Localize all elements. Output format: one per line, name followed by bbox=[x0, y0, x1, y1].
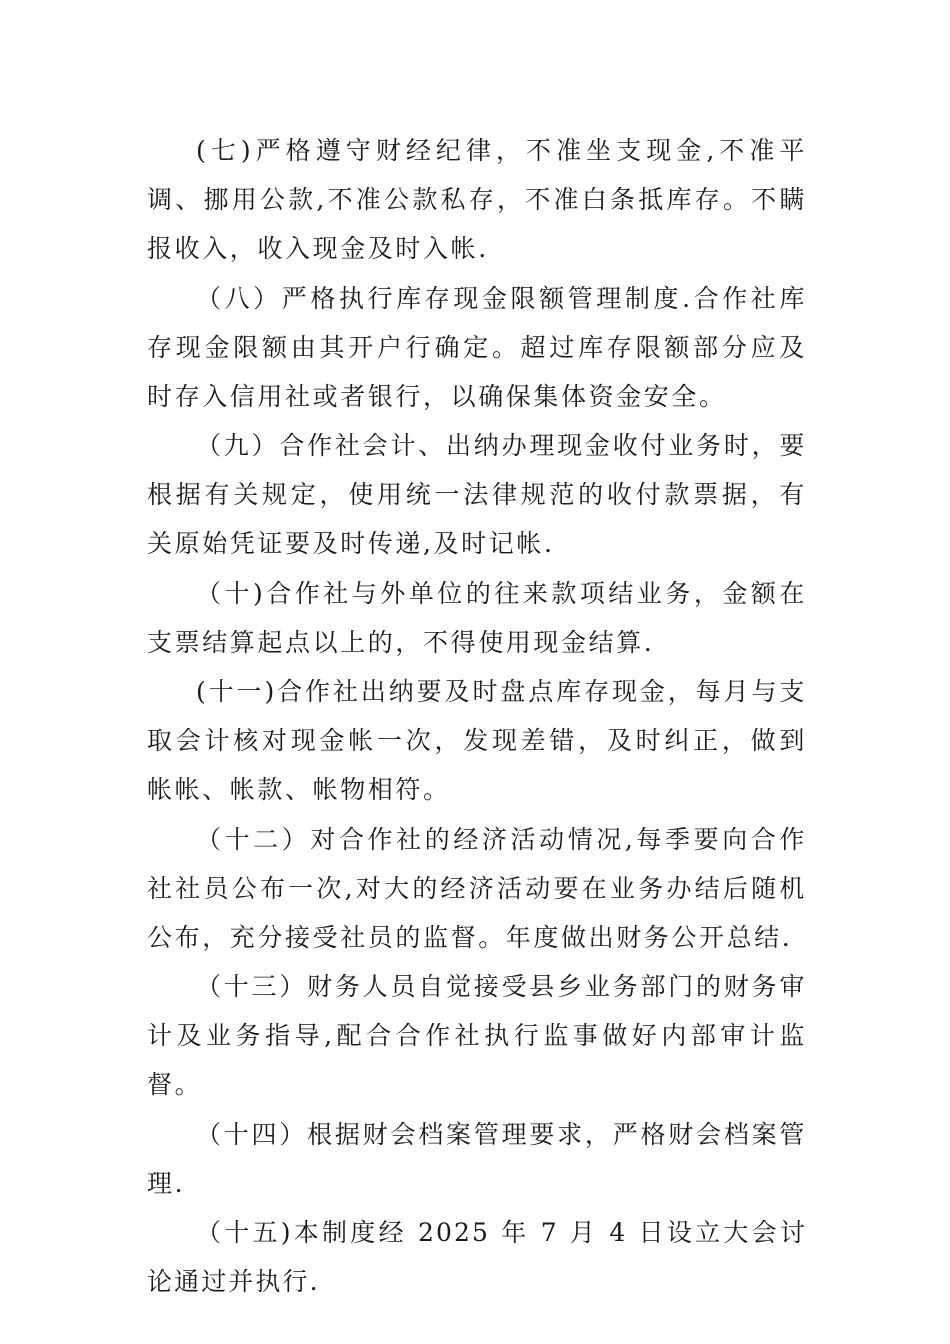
document-body bbox=[147, 126, 807, 1307]
paragraph-7: (七)严格遵守财经纪律，不准坐支现金,不准平调、挪用公款,不准公款私存，不准白条抵库存。不瞒报收入，收入现金及时入帐. bbox=[147, 136, 807, 263]
paragraph-15: （十五)本制度经 2025 年 7 月 4 日设立大会讨论通过并执行. bbox=[147, 1218, 807, 1296]
paragraph-9: （九）合作社会计、出纳办理现金收付业务时，要根据有关规定，使用统一法律规范的收付款票据，有关原始凭证要及时传递,及时记帐. bbox=[147, 431, 807, 558]
paragraph-12: （十二）对合作社的经济活动情况,每季要向合作社社员公布一次,对大的经济活动要在业务办结后随机公布，充分接受社员的监督。年度做出财务公开总结. bbox=[147, 824, 807, 952]
paragraph-14: （十四）根据财会档案管理要求，严格财会档案管理. bbox=[147, 1119, 807, 1198]
paragraph-8: （八）严格执行库存现金限额管理制度.合作社库存现金限额由其开户行确定。超过库存限额部分应及时存入信用社或者银行，以确保集体资金安全。 bbox=[147, 283, 807, 411]
paragraph-11: (十一)合作社出纳要及时盘点库存现金，每月与支取会计核对现金帐一次，发现差错，及时纠正，做到帐帐、帐款、帐物相符。 bbox=[147, 677, 807, 804]
paragraph-13: （十三）财务人员自觉接受县乡业务部门的财务审计及业务指导,配合合作社执行监事做好内部审计监督。 bbox=[147, 972, 807, 1099]
paragraph-10: （十)合作社与外单位的往来款项结业务，金额在支票结算起点以上的，不得使用现金结算. bbox=[147, 578, 807, 657]
